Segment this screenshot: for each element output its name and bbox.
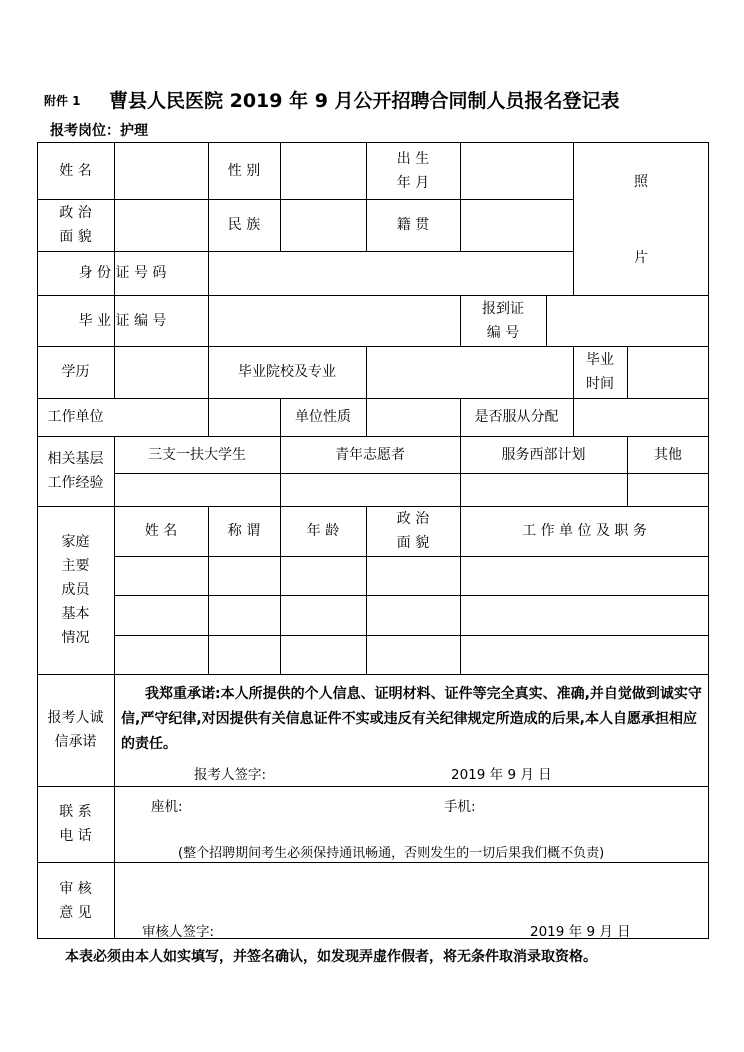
native-place-label: 籍 贯 [396,217,430,233]
photo-label-top: 照 [634,174,648,190]
family-political-header: 政 治 面 貌 [396,511,430,551]
pledge-text: 我郑重承诺:本人所提供的个人信息、证明材料、证件等完全真实、准确,并自觉做到诚实守信,严守纪律,对因提供有关信息证件不实或违反有关纪律规定所造成的后果,本人自愿承担相应的责任。 [121,686,702,752]
grid-line [114,674,115,939]
unit-type-label: 单位性质 [295,409,351,425]
other-label: 其他 [654,446,682,463]
ethnicity-field[interactable] [280,199,366,251]
school-major-field[interactable] [366,346,573,398]
family-age-header: 年 龄 [306,523,340,539]
gender-label: 性 别 [227,162,261,179]
id-number-field[interactable] [208,251,573,295]
grid-line [37,786,709,787]
applicant-sign-label: 报考人签字: [194,767,267,783]
photo-label-bottom: 片 [634,250,648,266]
school-major-label: 毕业院校及专业 [238,364,336,380]
family-name-header: 姓 名 [144,523,178,539]
grid-line [573,142,574,296]
name-field[interactable] [114,142,208,199]
pledge-label: 报考人诚 信承诺 [47,710,104,750]
grad-time-field[interactable] [627,346,709,398]
review-label: 审 核 意 见 [59,880,92,921]
obey-assign-field[interactable] [573,398,709,436]
gender-field[interactable] [280,142,366,199]
name-label: 姓 名 [59,162,92,179]
contact-label: 联 系 电 话 [59,804,92,844]
grid-line [37,674,709,675]
west-plan-field[interactable] [460,473,627,506]
contact-note: (整个招聘期间考生必须保持通讯畅通，否则发生的一切后果我们概不负责) [178,846,605,861]
id-number-label: 身 份 证 号 码 [78,265,167,281]
report-cert-label: 报到证 编 号 [482,300,524,341]
family-label: 家庭 主要 成员 基本 情况 [61,534,90,646]
birth-label: 出 生 年 月 [396,150,430,191]
family-work-header: 工 作 单 位 及 职 务 [522,523,647,539]
applicant-sign-date: 2019 年 9 月 日 [451,767,552,783]
post-label: 报考岗位：护理 [50,123,148,139]
west-plan-label: 服务西部计划 [501,446,586,463]
youth-volunteer-field[interactable] [280,473,460,506]
political-field[interactable] [114,199,208,251]
education-label: 学历 [61,364,90,380]
sanzhi-field[interactable] [114,473,280,506]
unit-type-field[interactable] [366,398,460,436]
family-relation-header: 称 谓 [227,523,261,539]
other-field[interactable] [627,473,709,506]
form-title: 曹县人民医院 2019 年 9 月公开招聘合同制人员报名登记表 [109,90,620,112]
grad-time-label: 毕业 时间 [586,352,614,392]
mobile-label: 手机: [444,799,476,815]
report-cert-field[interactable] [546,295,709,346]
native-place-field[interactable] [460,199,573,251]
grid-line [37,862,709,863]
grassroots-label: 相关基层 工作经验 [47,451,104,491]
sanzhi-label: 三支一扶大学生 [148,446,246,463]
grid-line [114,556,709,557]
grid-line [114,595,709,596]
ethnicity-label: 民 族 [227,217,261,233]
footer-note: 本表必须由本人如实填写，并签名确认，如发现弄虚作假者，将无条件取消录取资格。 [65,949,597,965]
landline-label: 座机: [151,799,183,815]
attachment-label: 附件 1 [44,94,81,108]
birth-field[interactable] [460,142,573,199]
grid-line [114,635,709,636]
political-label: 政 治 面 貌 [59,205,92,245]
youth-volunteer-label: 青年志愿者 [335,446,405,463]
work-unit-field[interactable] [114,398,280,436]
obey-assign-label: 是否服从分配 [474,409,559,425]
education-field[interactable] [114,346,208,398]
diploma-no-label: 毕 业 证 编 号 [78,312,167,329]
reviewer-sign-label: 审核人签字: [142,924,215,940]
review-date: 2019 年 9 月 日 [530,924,631,940]
work-unit-label: 工作单位 [47,409,104,425]
diploma-no-field[interactable] [208,295,460,346]
